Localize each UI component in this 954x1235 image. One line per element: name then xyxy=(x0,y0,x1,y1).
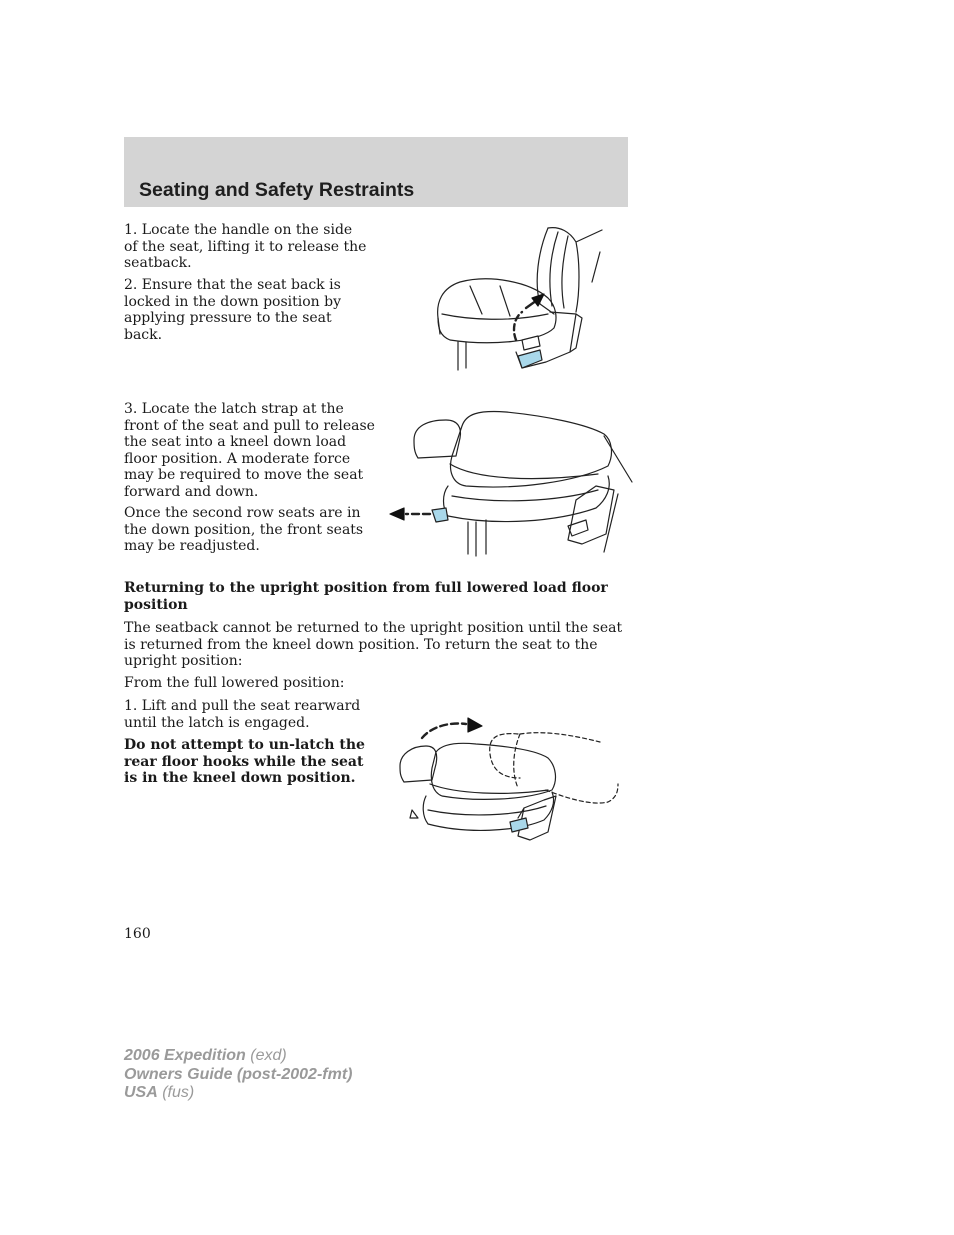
lift-pull-step-text: 1. Lift and pull the seat rearward until the latch is engaged. xyxy=(124,698,361,731)
step-2-text: 2. Ensure that the seat back is locked in the down position by applying pressure to the seat back. xyxy=(124,277,342,343)
warning-text: Do not attempt to un-latch the rear floor hooks while the seat is in the kneel down position. xyxy=(124,737,365,786)
step-3-text: 3. Locate the latch strap at the front of the seat and pull to release the seat into a kneel down load floor position. A moderate force may be required to move the seat forward and down. xyxy=(124,401,375,500)
page-number: 160 xyxy=(124,926,151,942)
second-row-note: Once the second row seats are in the down position, the front seats may be readjusted. xyxy=(124,505,364,554)
seat-return-upright-illustration xyxy=(396,714,624,842)
footer-line-1: 2006 Expedition (exd) xyxy=(124,1047,287,1064)
section-title: Seating and Safety Restraints xyxy=(139,179,415,201)
step-1-text: 1. Locate the handle on the side of the seat, lifting it to release the seatback. xyxy=(124,222,367,271)
footer-line-3: USA (fus) xyxy=(124,1084,195,1101)
subsection-heading: Returning to the upright position from full lowered load floor position xyxy=(124,580,608,613)
document-footer xyxy=(124,1047,352,1103)
latch-strap-kneel-down-illustration xyxy=(386,404,634,560)
footer-line-2: Owners Guide (post-2002-fmt) xyxy=(124,1065,353,1083)
section-header xyxy=(124,137,628,207)
upright-intro-text: The seatback cannot be returned to the upright position until the seat is returned from the kneel down position. To return the seat to the upright position: xyxy=(124,620,623,669)
from-lowered-text: From the full lowered position: xyxy=(124,675,345,691)
seat-handle-release-illustration xyxy=(430,222,610,378)
